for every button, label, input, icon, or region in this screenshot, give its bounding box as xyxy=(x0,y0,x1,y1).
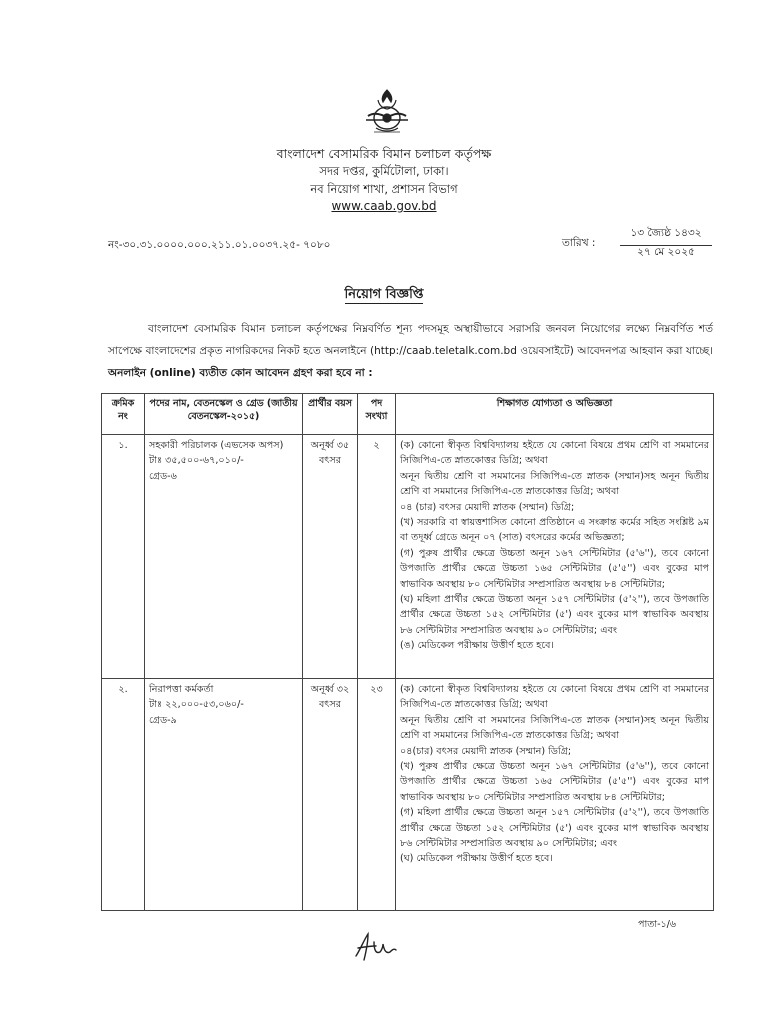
qualification-item: (গ) মহিলা প্রার্থীর ক্ষেত্রে উচ্চতা অনূন ১৫৭ সেন্টিমিটার (৫'২''), তবে উপজাতি প্রার্থীর ক্ষেত্রে উচ্চতা ১৫২ সেন্টিমিটার (৫') এবং বুকের মাপ স্বাভাবিক অবস্থায় ৮৬ সেন্টিমিটার সম্প্রসারিত অবস্থায় ৯০ সেন্টিমিটার; এবং xyxy=(400,807,709,850)
post-grade: গ্রেড-৯ xyxy=(149,714,177,726)
date-bangla: ১৩ জ্যৈষ্ঠ ১৪৩২ xyxy=(620,226,712,246)
qualification-item: (গ) পুরুষ প্রার্থীর ক্ষেত্রে উচ্চতা অনূন ১৬৭ সেন্টিমিটার (৫'৬''), তবে কোনো উপজাতি প্রার্থীর ক্ষেত্রে উচ্চতা ১৬৫ সেন্টিমিটার (৫'৫'') এবং বুকের মাপ স্বাভাবিক অবস্থায় ৮০ সেন্টিমিটার সম্প্রসারিত অবস্থায় ৮৪ সেন্টিমিটার; xyxy=(400,547,709,590)
qualification-item: (ঙ) মেডিকেল পরীক্ষায় উত্তীর্ণ হতে হবে। xyxy=(400,640,554,652)
row-count: ২৩ xyxy=(358,679,396,911)
notice-title-text: নিয়োগ বিজ্ঞপ্তি xyxy=(344,287,424,302)
table-row xyxy=(102,435,714,679)
organization-address: সদর দপ্তর, কুর্মিটোলা, ঢাকা। xyxy=(319,164,449,178)
notice-intro-bold: অনলাইন (online) ব্যতীত কোন আবেদন গ্রহণ করা হবে না : xyxy=(108,367,373,379)
table-row xyxy=(102,679,714,911)
row-qualification xyxy=(396,679,714,911)
qualification-item: (ক) কোনো স্বীকৃত বিশ্ববিদ্যালয় হইতে যে কোনো বিষয়ে প্রথম শ্রেণি বা সমমানের সিজিপিএ-তে স্নাতকোত্তর ডিগ্রি; অথবা xyxy=(400,440,709,467)
row-age: অনূর্ধ্ব ৩৫ বৎসর xyxy=(303,435,358,679)
post-name: সহকারী পরিচালক (এভসেক অপস) xyxy=(149,440,284,451)
qualification-item: (ঘ) মেডিকেল পরীক্ষায় উত্তীর্ণ হতে হবে। xyxy=(400,853,553,865)
row-serial: ১. xyxy=(102,435,145,679)
row-qualification xyxy=(396,435,714,679)
qualification-item: অনূন দ্বিতীয় শ্রেণি বা সমমানের সিজিপিএ-তে স্নাতক (সম্মান)সহ অনূন দ্বিতীয় শ্রেণি বা সমমানের সিজিপিএ-তে স্নাতকোত্তর ডিগ্রি; অথবা xyxy=(400,470,709,498)
post-pay: টাঃ ২২,০০০-৫৩,০৬০/- xyxy=(149,699,244,711)
header-post: পদের নাম, বেতনস্কেল ও গ্রেড (জাতীয় বেতনস্কেল-২০১৫) xyxy=(145,394,303,435)
memo-number: নং-৩০.৩১.০০০০.০০০.২১১.০১.০০৩৭.২৫- ৭০৮০ xyxy=(108,239,331,251)
row-post xyxy=(145,435,303,679)
post-name: নিরাপত্তা কর্মকর্তা xyxy=(149,684,214,695)
header-qualification: শিক্ষাগত যোগ্যতা ও অভিজ্ঞতা xyxy=(396,394,714,435)
organization-branch: নব নিয়োগ শাখা, প্রশাসন বিভাগ xyxy=(310,182,458,196)
post-grade: গ্রেড-৬ xyxy=(149,470,177,482)
caab-logo xyxy=(364,88,410,138)
qualification-item: (খ) সরকারি বা স্বায়ত্তশাসিত কোনো প্রতিষ্ঠানে এ সংক্রান্ত কর্মের সহিত সংশ্লিষ্ট ৯ম বা তদূর্ধ্ব গ্রেডে অনূন ০৭ (সাত) বৎসরের কর্মের অভিজ্ঞতা; xyxy=(400,517,709,544)
qualification-item: (ঘ) মহিলা প্রার্থীর ক্ষেত্রে উচ্চতা অনূন ১৫৭ সেন্টিমিটার (৫'২''), তবে উপজাতি প্রার্থীর ক্ষেত্রে উচ্চতা ১৫২ সেন্টিমিটার (৫') এবং বুকের মাপ স্বাভাবিক অবস্থায় ৮৬ সেন্টিমিটার সম্প্রসারিত অবস্থায় ৯০ সেন্টিমিটার; এবং xyxy=(400,594,709,636)
table-header-row xyxy=(102,394,714,435)
vacancy-table xyxy=(101,393,714,911)
date-label: তারিখ : xyxy=(562,237,596,249)
notice-title xyxy=(0,285,768,306)
row-serial: ২. xyxy=(102,679,145,911)
organization-name: বাংলাদেশ বেসামরিক বিমান চলাচল কর্তৃপক্ষ xyxy=(276,146,492,161)
notice-intro-text: বাংলাদেশ বেসামরিক বিমান চলাচল কর্তৃপক্ষের নিম্নবর্ণিত শূন্য পদসমূহ অস্থায়ীভাবে সরাসরি জনবল নিয়োগের লক্ষ্যে নিম্নবর্ণিত শর্ত সাপেক্ষে বাংলাদেশের প্রকৃত নাগরিকদের নিকট হতে অনলাইনে (http://caab.teletalk.com.bd ওয়েবসাইটে) আবেদনপত্র আহবান করা যাচ্ছে। xyxy=(108,323,713,357)
qualification-item: ০৪(চার) বৎসর মেয়াদী স্নাতক (সম্মান) ডিগ্রি; xyxy=(400,745,572,757)
header-count: পদ সংখ্যা xyxy=(358,394,396,435)
qualification-item: (খ) পুরুষ প্রার্থীর ক্ষেত্রে উচ্চতা অনূন ১৬৭ সেন্টিমিটার (৫'৬''), তবে কোনো উপজাতি প্রার্থীর ক্ষেত্রে উচ্চতা ১৬৫ সেন্টিমিটার (৫'৫'') এবং বুকের মাপ স্বাভাবিক অবস্থায় ৮০ সেন্টিমিটার সম্প্রসারিত অবস্থায় ৮৪ সেন্টিমিটার; xyxy=(400,761,709,803)
date-english: ২৭ মে ২০২৫ xyxy=(637,246,695,258)
row-age: অনূর্ধ্ব ৩২ বৎসর xyxy=(303,679,358,911)
notice-intro xyxy=(108,318,713,384)
qualification-item: (ক) কোনো স্বীকৃত বিশ্ববিদ্যালয় হইতে যে কোনো বিষয়ে প্রথম শ্রেণি বা সমমানের সিজিপিএ-তে স্নাতকোত্তর ডিগ্রি; অথবা xyxy=(400,684,709,711)
header-age: প্রার্থীর বয়স xyxy=(303,394,358,435)
post-pay: টাঃ ৩৫,৫০০-৬৭,০১০/- xyxy=(149,455,244,467)
qualification-item: ০৪ (চার) বৎসর মেয়াদী স্নাতক (সম্মান) ডিগ্রি; xyxy=(400,501,575,513)
organization-website[interactable]: www.caab.gov.bd xyxy=(331,199,437,213)
row-post xyxy=(145,679,303,911)
signature-mark xyxy=(350,930,400,964)
header-serial: ক্রমিক নং xyxy=(102,394,145,435)
row-count: ২ xyxy=(358,435,396,679)
qualification-item: অনূন দ্বিতীয় শ্রেণি বা সমমানের সিজিপিএ-তে স্নাতক (সম্মান)সহ অনূন দ্বিতীয় শ্রেণি বা সমমানের সিজিপিএ-তে স্নাতকোত্তর ডিগ্রি; অথবা xyxy=(400,714,709,742)
page-number: পাতা-১/৬ xyxy=(638,919,677,930)
